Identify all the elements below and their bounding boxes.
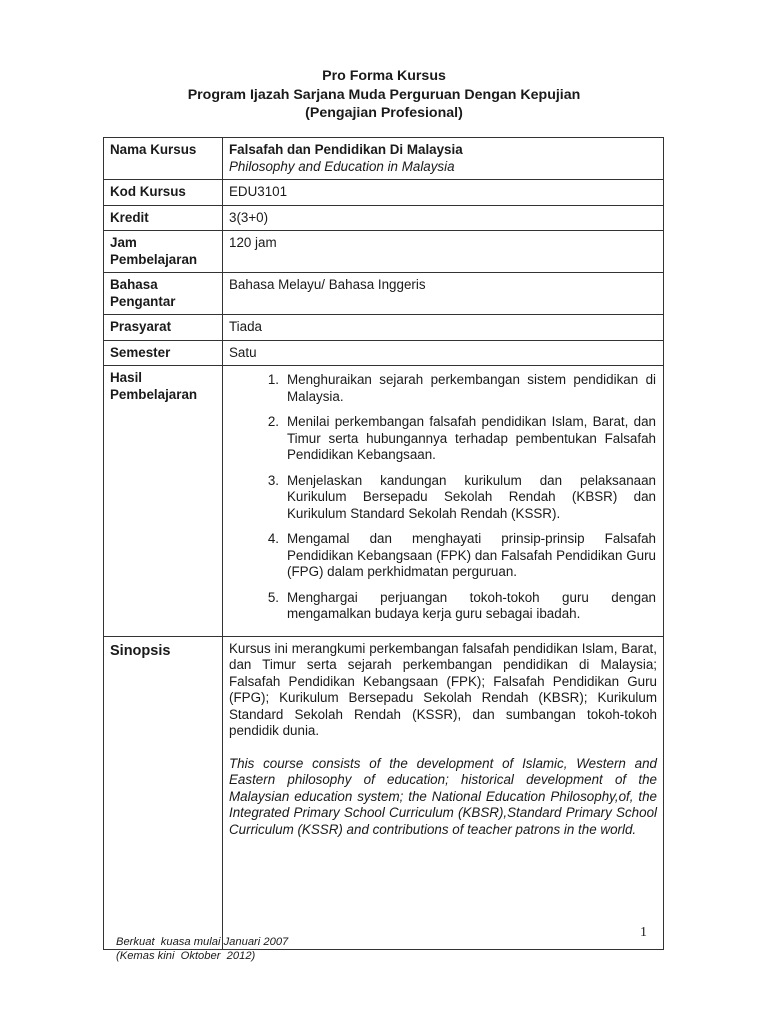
value-hasil [223,366,664,637]
footer-effective-date: Berkuat kuasa mulai Januari 2007 [116,936,289,948]
label-prasyarat: Prasyarat [104,315,223,341]
course-name-ms: Falsafah dan Pendidikan Di Malaysia [229,142,463,157]
label-nama-kursus: Nama Kursus [104,138,223,180]
label-kod-kursus: Kod Kursus [104,180,223,206]
outcome-number: 3. [267,472,279,488]
outcome-number: 4. [267,531,279,546]
row-semester [104,340,664,366]
label-sinopsis [104,636,223,949]
header-title: Pro Forma Kursus [322,68,446,84]
label-hasil-line2: Pembelajaran [110,386,198,402]
label-bahasa-line1: Bahasa [110,277,158,292]
label-semester: Semester [104,340,223,366]
value-kod-kursus: EDU3101 [223,180,664,206]
list-item [229,473,657,523]
list-item [229,590,657,623]
header-subtitle: (Pengajian Profesional) [305,105,463,121]
list-item [229,414,657,464]
value-jam: 120 jam [223,231,664,273]
value-nama-kursus [223,138,664,180]
outcome-number: 1. [267,372,279,387]
row-jam [104,231,664,273]
value-kredit: 3(3+0) [223,205,664,231]
label-sinopsis-text: Sinopsis [110,642,171,659]
row-prasyarat [104,315,664,341]
label-bahasa [104,273,223,315]
list-item [229,372,657,405]
outcome-number: 2. [267,414,279,429]
list-item [229,531,657,581]
label-bahasa-line2: Pengantar [110,293,176,309]
value-prasyarat: Tiada [223,315,664,341]
outcome-number: 5. [267,589,279,605]
label-hasil-line1: Hasil [110,370,143,385]
label-kredit: Kredit [104,205,223,231]
value-semester: Satu [223,340,664,366]
row-kod-kursus [104,180,664,206]
row-bahasa [104,273,664,315]
value-sinopsis [223,636,664,949]
document-footer [116,936,288,963]
value-bahasa: Bahasa Melayu/ Bahasa Inggeris [223,273,664,315]
footer-updated-date: (Kemas kini Oktober 2012) [116,949,256,962]
outcome-text: Menghuraikan sejarah perkembangan sistem pendidikan di Malaysia. [287,372,656,404]
page-number: 1 [640,925,647,940]
row-nama-kursus [104,138,664,180]
synopsis-ms: Kursus ini merangkumi perkembangan falsafah pendidikan Islam, Barat, dan Timur serta sejarah perkembangan pendidikan di Malaysia; Falsafah Pendidikan Kebangsaan (FPK); Falsafah Pendidikan Guru (FPG); Kurikulum Bersepadu Sekolah Rendah (KBSR); Kurikulum Standard Sekolah Rendah (KSSR), dan sumbangan tokoh-tokoh pendidik dunia. [229,640,657,738]
course-proforma-table [103,137,664,950]
row-kredit [104,205,664,231]
label-jam-line2: Pembelajaran [110,251,198,267]
outcome-text: Menilai perkembangan falsafah pendidikan Islam, Barat, dan Timur serta hubungannya terhadap pembentukan Falsafah Pendidikan Kebangsaan. [287,414,656,462]
course-name-en: Philosophy and Education in Malaysia [229,158,455,174]
document-header [0,67,768,123]
learning-outcomes-list [229,372,657,623]
outcome-text: Menjelaskan kandungan kurikulum dan pelaksanaan Kurikulum Bersepadu Sekolah Rendah (KBSR) dan Kurikulum Standard Sekolah Rendah (KSSR). [287,472,656,521]
label-hasil [104,366,223,637]
label-jam [104,231,223,273]
row-hasil [104,366,664,637]
label-jam-line1: Jam [110,235,137,250]
header-program: Program Ijazah Sarjana Muda Perguruan Dengan Kepujian [187,86,581,103]
synopsis-en: This course consists of the development of Islamic, Western and Eastern philosophy of education; historical development of the Malaysian education system; the National Education Philosophy,of, the Integrated Primary School Curriculum (KBSR),Standard Primary School Curriculum (KSSR) and contributions of teacher patrons in the world. [229,755,657,837]
outcome-text: Menghargai perjuangan tokoh-tokoh guru dengan mengamalkan budaya kerja guru sebagai ibadah. [287,589,656,621]
outcome-text: Mengamal dan menghayati prinsip-prinsip Falsafah Pendidikan Kebangsaan (FPK) dan Falsafah Pendidikan Guru (FPG) dalam perkhidmatan perguruan. [287,531,656,579]
row-sinopsis [104,636,664,949]
